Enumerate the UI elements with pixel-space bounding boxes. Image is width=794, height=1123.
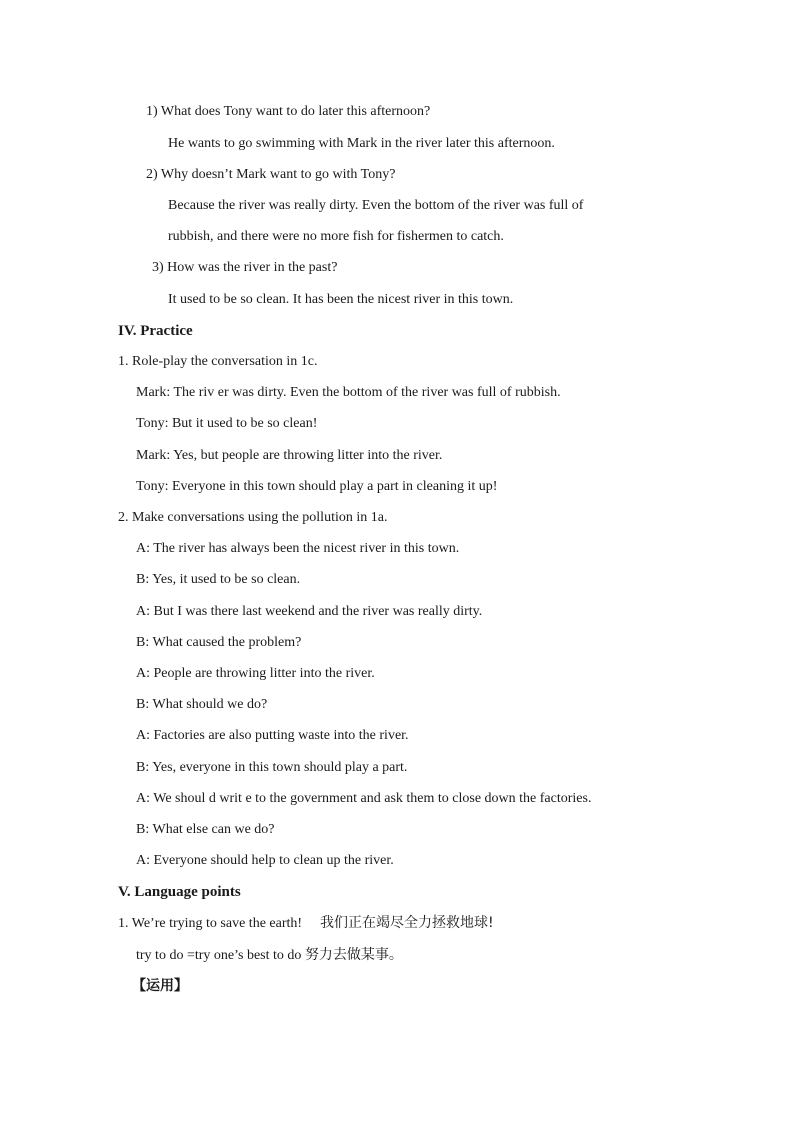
dialogue-line: A: We shoul d writ e to the government and ask them to close down the factories.	[136, 791, 592, 806]
dialogue-line: A: Factories are also putting waste into the river.	[136, 728, 409, 743]
language-point-2	[136, 945, 403, 965]
dialogue-line: A: People are throwing litter into the river.	[136, 666, 375, 681]
dialogue-line: Mark: Yes, but people are throwing litter into the river.	[136, 448, 443, 463]
answer-2-line-2: rubbish, and there were no more fish for fishermen to catch.	[168, 229, 504, 244]
dialogue-line: B: What caused the problem?	[136, 635, 302, 650]
dialogue-line: B: What should we do?	[136, 697, 268, 712]
language-point-2-zh: 努力去做某事。	[304, 947, 403, 963]
dialogue-line: Tony: But it used to be so clean!	[136, 416, 318, 431]
practice-item-1-title: 1. Role-play the conversation in 1c.	[118, 354, 318, 369]
language-point-1-en: 1. We’re trying to save the earth!	[118, 916, 303, 931]
language-point-1	[118, 913, 494, 933]
answer-2-line-1: Because the river was really dirty. Even the bottom of the river was full of	[168, 198, 584, 213]
dialogue-line: A: Everyone should help to clean up the river.	[136, 853, 394, 868]
dialogue-line: A: The river has always been the nicest river in this town.	[136, 541, 460, 556]
dialogue-line: Mark: The riv er was dirty. Even the bottom of the river was full of rubbish.	[136, 385, 561, 400]
answer-1-line-1: He wants to go swimming with Mark in the river later this afternoon.	[168, 136, 555, 151]
question-3: 3) How was the river in the past?	[152, 260, 338, 275]
question-1: 1) What does Tony want to do later this afternoon?	[146, 104, 431, 119]
practice-heading: IV. Practice	[118, 323, 193, 339]
dialogue-line: A: But I was there last weekend and the river was really dirty.	[136, 604, 483, 619]
dialogue-line: B: What else can we do?	[136, 822, 275, 837]
answer-3-line-1: It used to be so clean. It has been the nicest river in this town.	[168, 292, 514, 307]
dialogue-line: B: Yes, everyone in this town should play a part.	[136, 760, 408, 775]
apply-label: 【运用】	[132, 978, 188, 994]
language-point-2-en: try to do =try one’s best to do	[136, 948, 305, 963]
practice-item-2-title: 2. Make conversations using the pollution in 1a.	[118, 510, 388, 525]
dialogue-line: B: Yes, it used to be so clean.	[136, 572, 301, 587]
dialogue-line: Tony: Everyone in this town should play a part in cleaning it up!	[136, 479, 498, 494]
language-point-1-zh: 我们正在竭尽全力拯救地球!	[320, 915, 494, 931]
question-2: 2) Why doesn’t Mark want to go with Tony?	[146, 167, 396, 182]
language-heading: V. Language points	[118, 884, 241, 900]
